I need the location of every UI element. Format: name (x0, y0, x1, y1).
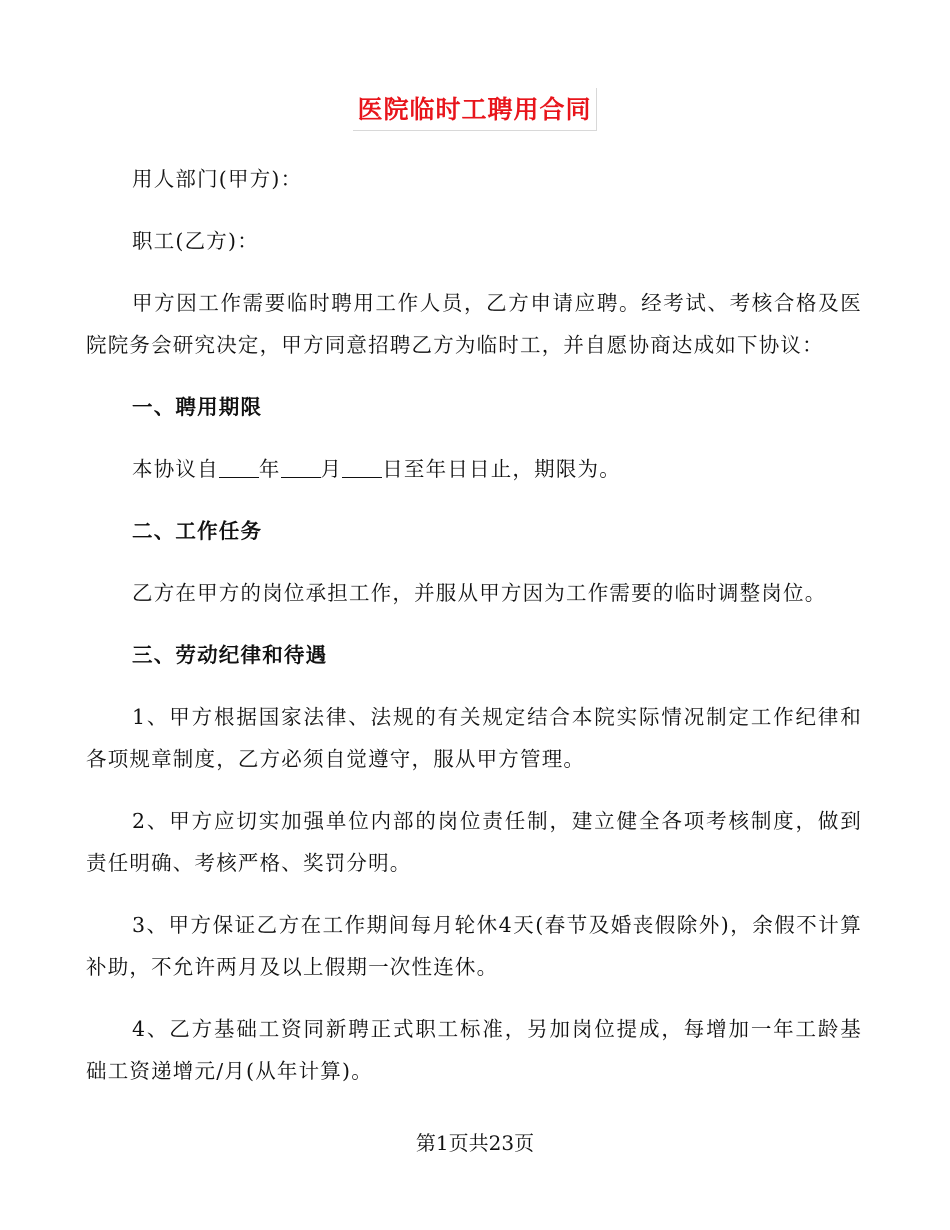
section-2-text: 乙方在甲方的岗位承担工作，并服从甲方因为工作需要的临时调整岗位。 (132, 581, 827, 605)
party-a-line: 用人部门(甲方)： (132, 167, 303, 191)
document-body (86, 158, 862, 1112)
term-suffix: 日至年日日止，期限为。 (382, 457, 621, 481)
page-number-footer: 第1页共23页 (415, 1131, 535, 1155)
blank-month-field (281, 457, 321, 479)
term-year: 年 (258, 457, 281, 481)
section-2-heading: 二、工作任务 (132, 519, 263, 543)
section-3-item-1: 1、甲方根据国家法律、法规的有关规定结合本院实际情况制定工作纪律和各项规章制度，乙方必须自觉遵守，服从甲方管理。 (86, 705, 862, 771)
document-title-text: 医院临时工聘用合同 (353, 88, 596, 131)
blank-day-field (342, 457, 382, 479)
term-month: 月 (320, 457, 343, 481)
party-b-line: 职工(乙方)： (132, 229, 259, 253)
term-prefix: 本协议自 (132, 457, 219, 481)
section-3-item-4: 4、乙方基础工资同新聘正式职工标准，另加岗位提成，每增加一年工龄基础工资递增元/月(从年计算)。 (86, 1017, 862, 1083)
blank-year-field (219, 457, 259, 479)
intro-paragraph: 甲方因工作需要临时聘用工作人员，乙方申请应聘。经考试、考核合格及医院院务会研究决定，甲方同意招聘乙方为临时工，并自愿协商达成如下协议： (86, 291, 862, 357)
section-3-item-3: 3、甲方保证乙方在工作期间每月轮休4天(春节及婚丧假除外)，余假不计算补助，不允许两月及以上假期一次性连休。 (86, 913, 862, 979)
term-line (86, 448, 862, 490)
section-3-item-2: 2、甲方应切实加强单位内部的岗位责任制，建立健全各项考核制度，做到责任明确、考核严格、奖罚分明。 (86, 809, 862, 875)
section-1-heading: 一、聘用期限 (132, 395, 263, 419)
document-title (0, 88, 950, 131)
section-3-heading: 三、劳动纪律和待遇 (132, 643, 328, 667)
